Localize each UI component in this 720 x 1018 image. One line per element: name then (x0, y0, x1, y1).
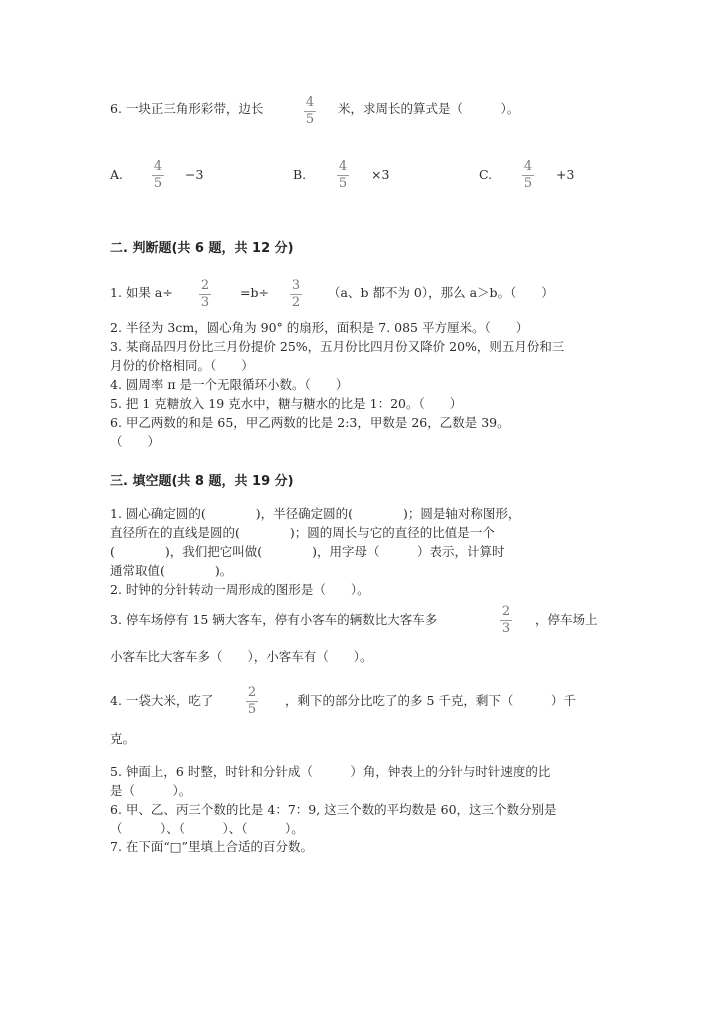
section-title: 三. 填空题(共 8 题，共 19 分) (110, 474, 294, 489)
numerator: 2 (200, 278, 210, 293)
question-line: 6. 甲、乙、丙三个数的比是 4：7：9, 这三个数的平均数是 60，这三个数分别是 (110, 802, 557, 817)
option-a-label[interactable]: A. (110, 167, 124, 182)
q1-text-c: （a、b 都不为 0），那么 a＞b。（ ） (328, 285, 554, 300)
numerator: 4 (338, 159, 348, 174)
q3-text-b: ，停车场上 (535, 612, 598, 627)
q1-text-b: =b÷ (240, 285, 269, 300)
option-c-label[interactable]: C. (479, 167, 493, 182)
option-b-label[interactable]: B. (293, 167, 307, 182)
question-line: 月份的价格相同。（ ） (110, 358, 254, 373)
denominator: 5 (153, 176, 163, 191)
fraction (521, 160, 535, 191)
fraction (499, 605, 513, 636)
numerator: 4 (523, 159, 533, 174)
fraction (289, 279, 303, 310)
question-line: 5. 钟面上，6 时整，时针和分针成（ ）角，钟表上的分针与时针速度的比 (110, 764, 551, 779)
q4-text-c: 克。 (110, 731, 136, 746)
q4-text-a: 4. 一袋大米，吃了 (110, 693, 214, 708)
option-a-op: −3 (185, 167, 204, 182)
fraction (151, 160, 165, 191)
question-line: 4. 圆周率 π 是一个无限循环小数。（ ） (110, 377, 349, 392)
fraction (245, 686, 259, 717)
question-line: 5. 把 1 克糖放入 19 克水中，糖与糖水的比是 1：20。（ ） (110, 396, 463, 411)
q3-text-a: 3. 停车场停有 15 辆大客车，停有小客车的辆数比大客车多 (110, 612, 438, 627)
numerator: 4 (305, 95, 315, 110)
section-title: 二. 判断题(共 6 题，共 12 分) (110, 241, 294, 256)
question-line: （ ）、（ ）、（ ）。 (110, 821, 304, 836)
question-line: 2. 时钟的分针转动一周形成的图形是（ ）。 (110, 582, 370, 597)
fraction (336, 160, 350, 191)
denominator: 3 (501, 621, 511, 636)
question-line: 6. 甲乙两数的和是 65，甲乙两数的比是 2:3，甲数是 26，乙数是 39。 (110, 415, 510, 430)
question-line: 1. 圆心确定圆的( )，半径确定圆的( )；圆是轴对称图形， (110, 506, 521, 521)
denominator: 5 (523, 176, 533, 191)
fraction (198, 279, 212, 310)
numerator: 4 (153, 159, 163, 174)
numerator: 2 (501, 604, 511, 619)
denominator: 2 (291, 295, 301, 310)
question-line: 通常取值( )。 (110, 563, 233, 578)
question-line: 7. 在下面“□”里填上合适的百分数。 (110, 839, 313, 854)
numerator: 3 (291, 278, 301, 293)
question-line: 直径所在的直线是圆的( )；圆的周长与它的直径的比值是一个 (110, 525, 495, 540)
denominator: 5 (247, 702, 257, 717)
denominator: 5 (305, 112, 315, 127)
q1-text-a: 1. 如果 a÷ (110, 285, 173, 300)
fraction (303, 96, 317, 127)
q4-text-b: ，剩下的部分比吃了的多 5 千克，剩下（ ）千 (285, 693, 576, 708)
option-b-op: ×3 (371, 167, 390, 182)
question-line: （ ） (110, 434, 161, 449)
question-line: 2. 半径为 3cm，圆心角为 90° 的扇形，面积是 7. 085 平方厘米。（ ） (110, 320, 529, 335)
question-line: 3. 某商品四月份比三月份提价 25%，五月份比四月份又降价 20%，则五月份和三 (110, 339, 565, 354)
q6-text-before: 6. 一块正三角形彩带，边长 (110, 101, 264, 116)
denominator: 3 (200, 295, 210, 310)
question-line: ( )，我们把它叫做( )，用字母（ ）表示，计算时 (110, 544, 505, 559)
option-c-op: +3 (556, 167, 575, 182)
question-line: 是（ ）。 (110, 783, 192, 798)
q6-text-after: 米，求周长的算式是（ ）。 (338, 101, 520, 116)
numerator: 2 (247, 685, 257, 700)
q3-text-c: 小客车比大客车多（ ），小客车有（ ）。 (110, 649, 373, 664)
denominator: 5 (338, 176, 348, 191)
